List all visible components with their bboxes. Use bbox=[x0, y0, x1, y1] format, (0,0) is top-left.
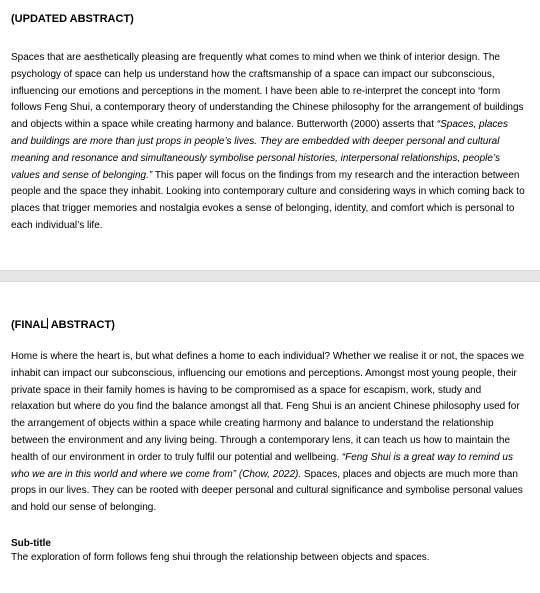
final-abstract-body bbox=[11, 349, 525, 517]
subtitle-heading: Sub-title bbox=[11, 538, 51, 549]
final-heading-text-start: (FINAL bbox=[11, 319, 48, 331]
subtitle-text: The exploration of form follows feng shui through the relationship between objects and spaces. bbox=[11, 552, 430, 563]
updated-abstract-intro: Spaces that are aesthetically pleasing are frequently what comes to mind when we think of interior design. The psychology of space can help us understand how the craftsmanship of a space can impact our subconscious, influencing our emotions and perceptions in the moment. I have been able to re-interpret the concept into ‘form follows Feng Shui, a contemporary theory of understanding the Chinese philosophy for the arrangement of buildings and objects within a space while creating harmony and balance. Butterworth (2000) asserts that bbox=[11, 52, 524, 131]
final-abstract-intro: Home is where the heart is, but what defines a home to each individual? Whether we realise it or not, the spaces we inhabit can impact our subconscious, influencing our emotions and perceptions. Amongst most young people, their private space in their family homes is having to be compromised as a space for escapism, work, study and relaxation but where do you find the balance amongst all that. Feng Shui is an ancient Chinese philosophy used for the arrangement of objects within a space while creating harmony and balance to understand the relationship between the environment and any living being. Through a contemporary lens, it can teach us how to maintain the health of our environment in order to truly fulfil our potential and wellbeing. bbox=[11, 351, 525, 463]
final-abstract-heading bbox=[11, 318, 115, 332]
document-page-final-abstract bbox=[0, 282, 540, 593]
page-separator bbox=[0, 270, 540, 282]
updated-abstract-heading: (UPDATED ABSTRACT) bbox=[11, 13, 134, 25]
butterworth-quote: “Spaces, places and buildings are more than just props in people’s lives. They are embedded with deeper personal and cultural meaning and resonance and simultaneously symbolise personal histories, interpersonal relationships, people’s values and sense of belonging.” bbox=[11, 119, 508, 181]
final-abstract-outro: Spaces, places and objects are much more than props in our lives. They can be rooted with deeper personal and cultural significance and symbolise personal values and hold our sense of belonging. bbox=[11, 468, 523, 514]
document-page-updated-abstract bbox=[0, 0, 540, 270]
final-heading-text-end: ABSTRACT) bbox=[48, 319, 115, 331]
chow-quote: “Feng Shui is a great way to remind us who we are in this world and where we come from” (Chow, 2022). bbox=[11, 451, 513, 480]
updated-abstract-outro: This paper will focus on the findings from my research and the interaction between people and the space they inhabit. Looking into contemporary culture and considering ways in which coming back to places that trigger memories and nostalgia evokes a sense of belonging, identity, and comfort which is personal to each individual’s life. bbox=[11, 169, 525, 231]
updated-abstract-body bbox=[11, 50, 525, 235]
